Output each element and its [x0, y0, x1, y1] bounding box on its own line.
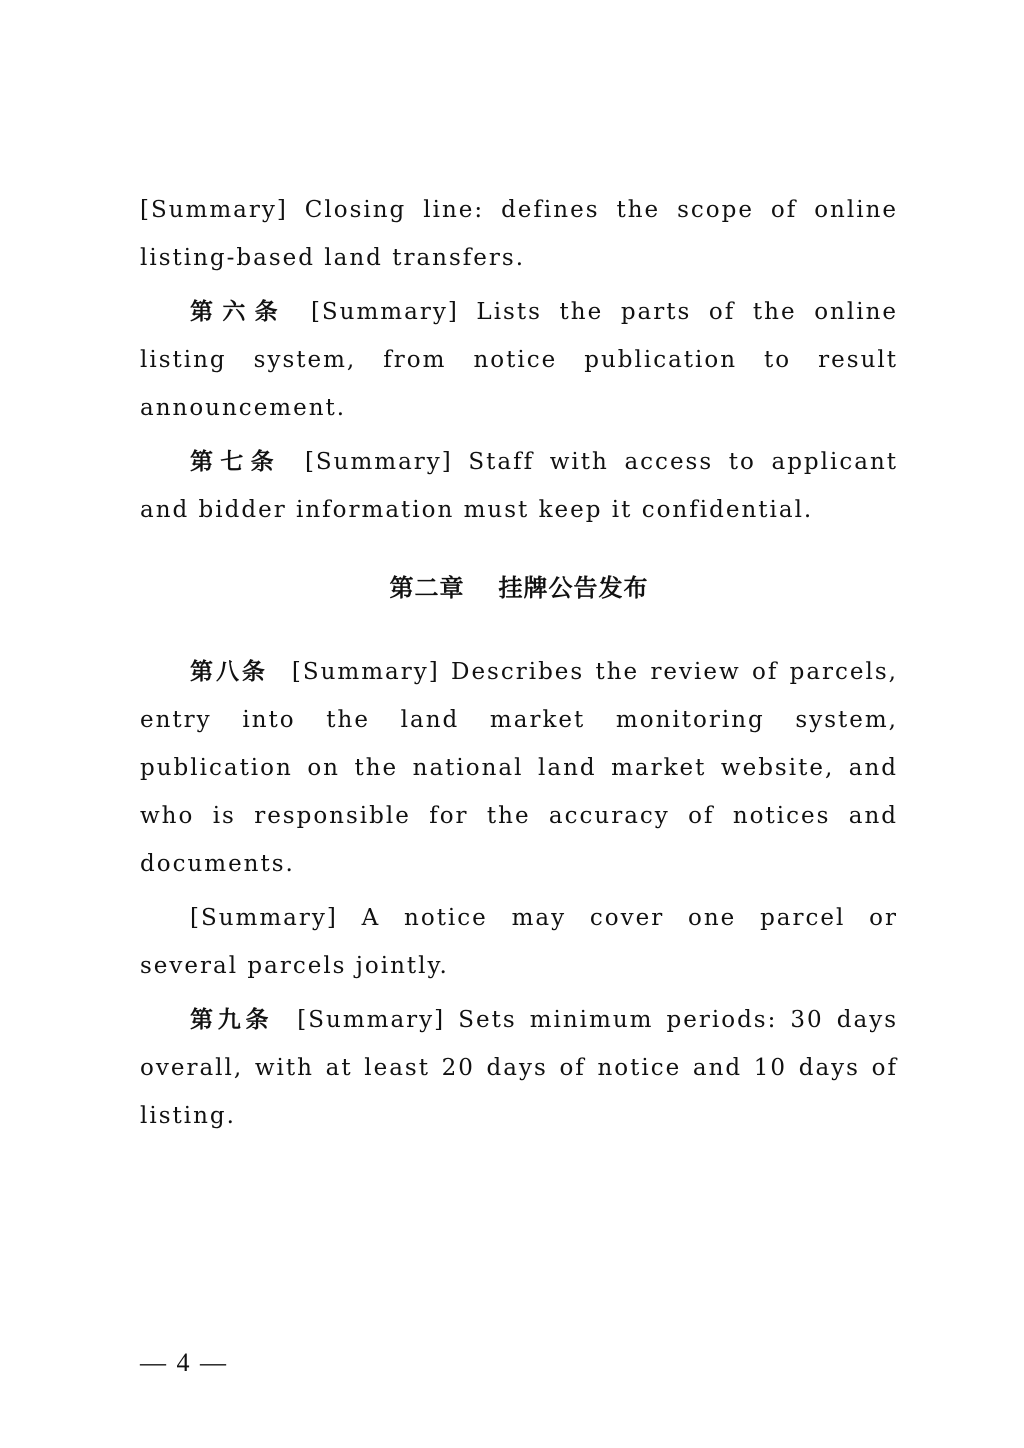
paragraph-text: [Summary] Closing line: defines the scope of online listing-based land transfers.	[140, 197, 898, 271]
article-6	[140, 288, 898, 432]
article-text: [Summary] Sets minimum periods: 30 days overall, with at least 20 days of notice and 10 days of listing.	[140, 1007, 898, 1129]
paragraph-scope-end	[140, 186, 898, 282]
article-8	[140, 648, 898, 888]
article-text: [Summary] Describes the review of parcels, entry into the land market monitoring system, publication on the national land market website, and who is responsible for the accuracy of notices and documents.	[140, 659, 898, 877]
paragraph-text: [Summary] A notice may cover one parcel or several parcels jointly.	[140, 905, 898, 979]
page-number: — 4 —	[140, 1348, 228, 1377]
chapter-number: 第二章	[389, 574, 465, 602]
paragraph-joint-notice	[140, 894, 898, 990]
article-label: 第六条	[190, 299, 287, 325]
article-text: [Summary] Staff with access to applicant and bidder information must keep it confidential.	[140, 449, 899, 523]
article-label: 第七条	[190, 449, 281, 475]
chapter-heading	[140, 564, 898, 612]
article-9	[140, 996, 898, 1140]
document-body	[140, 186, 898, 1146]
article-text: [Summary] Lists the parts of the online listing system, from notice publication to result announcement.	[140, 299, 898, 421]
article-label: 第八条	[190, 659, 268, 685]
article-label: 第九条	[190, 1007, 274, 1033]
article-7	[140, 438, 898, 534]
chapter-name: 挂牌公告发布	[498, 574, 649, 602]
